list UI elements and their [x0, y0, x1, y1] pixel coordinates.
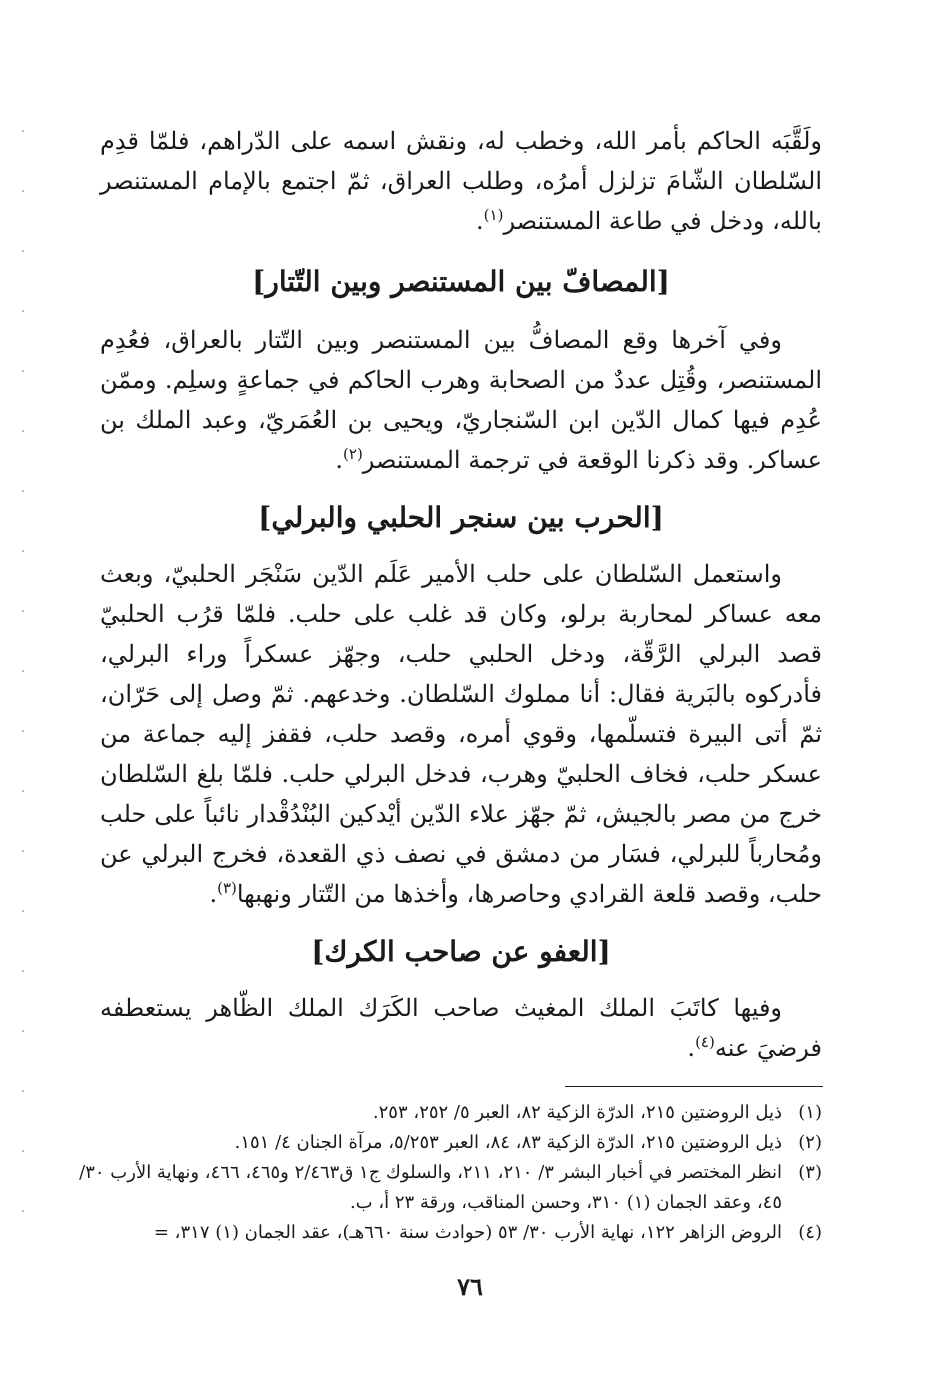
- footnote-ref-2[interactable]: (٢): [343, 445, 363, 463]
- intro-tail: .: [476, 207, 484, 235]
- footnote-ref-1[interactable]: (١): [483, 206, 504, 224]
- footnote-2: [78, 1128, 822, 1158]
- footnote-number: (١): [798, 1102, 822, 1123]
- section1-tail: .: [335, 446, 344, 474]
- section3-text: وفيها كاتَبَ الملك المغيث صاحب الكَرَك الملك الظّاهر يستعطفه فرضيَ عنه: [100, 994, 822, 1062]
- section1-text: وفي آخرها وقع المصافُّ بين المستنصر وبين التّتار بالعراق، فعُدِم المستنصر، وقُتِل عددٌ من الصحابة وهرب الحاكم في جماعةٍ وسلِم. وممّن عُدِم فيها كمال الدّين ابن السّنجاريّ، ويحيى بن العُمَريّ، وعبد الملك بن عساكر. وقد ذكرنا الوقعة في ترجمة المستنصر: [100, 326, 822, 474]
- intro-paragraph: [100, 121, 822, 241]
- footnote-text: الروض الزاهر ١٢٢، نهاية الأرب ٣٠/ ٥٣ (حوادث سنة ٦٦٠هـ)، عقد الجمان (١) ٣١٧، =: [153, 1222, 782, 1243]
- footnote-ref-4[interactable]: (٤): [695, 1033, 715, 1051]
- footnote-text: ذيل الروضتين ٢١٥، الدرّة الزكية ٨٣، ٨٤، العبر ٥/٢٥٣، مرآة الجنان ٤/ ١٥١.: [234, 1132, 782, 1153]
- section3-paragraph: [100, 988, 822, 1068]
- footnote-text: ذيل الروضتين ٢١٥، الدرّة الزكية ٨٢، العبر ٥/ ٢٥٢، ٢٥٣.: [372, 1102, 782, 1123]
- section-heading-3: [العفو عن صاحب الكرك]: [311, 935, 611, 968]
- footnote-3: [78, 1158, 822, 1218]
- footnote-number: (٢): [798, 1132, 822, 1153]
- intro-text: ولَقَّبَه الحاكم بأمر الله، وخطب له، ونقش اسمه على الدّراهم، فلمّا قدِم السّلطان الشّامَ تزلزل أمرُه، وطلب العراق، ثمّ اجتمع بالإمام المستنصر بالله، ودخل في طاعة المستنصر: [100, 127, 823, 235]
- page-number: ٧٦: [457, 1272, 483, 1301]
- footnote-4: [78, 1218, 822, 1248]
- footnote-number: (٤): [798, 1222, 822, 1243]
- section3-tail: .: [687, 1034, 696, 1062]
- section-heading-1: [المصافّ بين المستنصر وبين التّتار]: [252, 265, 670, 298]
- footnote-number: (٣): [798, 1162, 822, 1183]
- section2-paragraph: [100, 554, 822, 914]
- section1-paragraph: [100, 320, 822, 480]
- margin-marks: [22, 130, 24, 1230]
- section-heading-2: [الحرب بين سنجر الحلبي والبرلي]: [258, 501, 664, 534]
- footnote-text: انظر المختصر في أخبار البشر ٣/ ٢١٠، ٢١١، والسلوك ج١ ق٢/٤٦٣ و٤٦٥، ٤٦٦، ونهاية الأرب ٣٠/ ٤٥، وعقد الجمان (١) ٣١٠، وحسن المناقب، ورقة ٢٣ أ، ب.: [79, 1162, 782, 1213]
- footnote-1: [78, 1098, 822, 1128]
- footnotes: [78, 1098, 822, 1248]
- section2-text: واستعمل السّلطان على حلب الأمير عَلَم الدّين سَنْجَر الحلبيّ، وبعث معه عساكر لمحاربة برلو، وكان قد غلب على حلب. فلمّا قرُب الحلبيّ قصد البرلي الرَّقّة، ودخل الحلبي حلب، وجهّز عسكراً وراء البرلي، فأدركوه بالبَرية فقال: أنا مملوك السّلطان. وخدعهم. ثمّ وصل إلى حَرّان، ثمّ أتى البيرة فتسلّمها، وقوي أمره، وقصد حلب، فقفز إليه جماعة من عسكر حلب، فخاف الحلبيّ وهرب، فدخل البرلي حلب. فلمّا بلغ السّلطان خرج من مصر بالجيش، ثمّ جهّز علاء الدّين أيْدكين البُنْدُقْدار نائباً على حلب ومُحارباً للبرلي، فسَار من دمشق في نصف ذي القعدة، فخرج البرلي عن حلب، وقصد قلعة القرادي وحاصرها، وأخذها من التّتار ونهبها: [100, 560, 823, 908]
- footnote-ref-3[interactable]: (٣): [217, 879, 237, 897]
- footnote-separator: [565, 1086, 823, 1087]
- section2-tail: .: [209, 880, 218, 908]
